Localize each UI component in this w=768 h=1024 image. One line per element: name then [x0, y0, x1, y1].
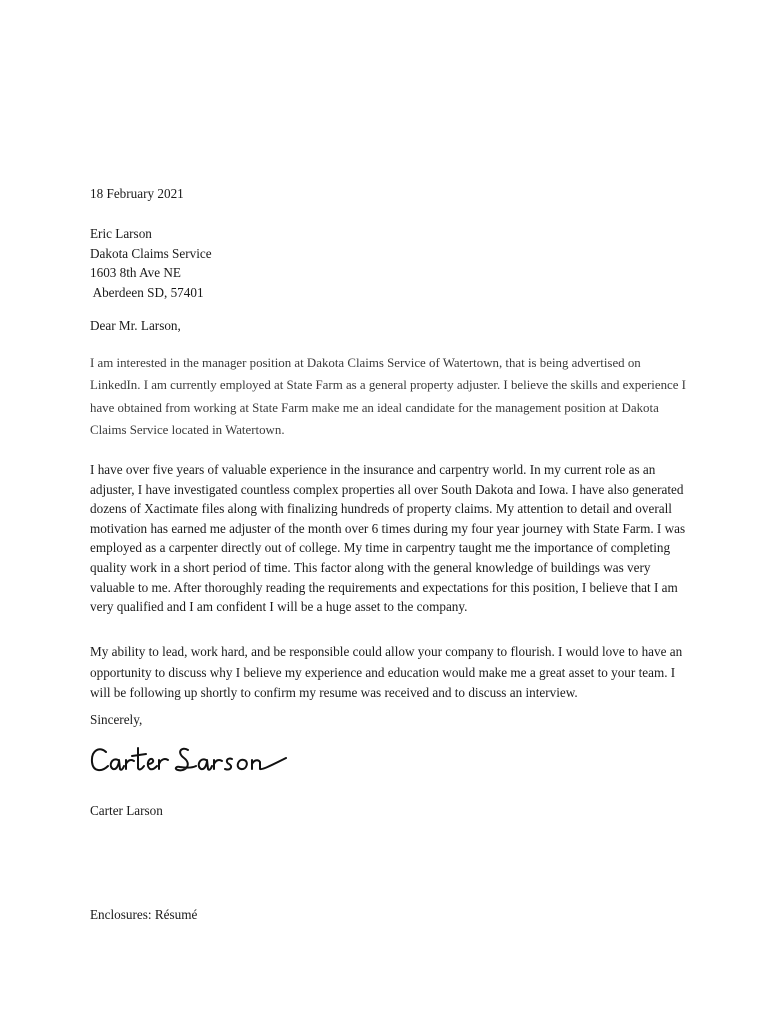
body-paragraph-2: I have over five years of valuable experience in the insurance and carpentry world. In my current role as an adjuster, I have investigated countless complex properties all over South Dakota and Iowa. I have also generated dozens of Xactimate files along with finalizing hundreds of property claims. My attention to detail and overall motivation has earned me adjuster of the month over 6 times during my four year journey with State Farm. I was employed as a carpenter directly out of college. My time in carpentry taught me the importance of completing quality work in a short period of time. This factor along with the general knowledge of buildings was very valuable to me. After thoroughly reading the requirements and expectations for this position, I believe that I am very qualified and I am confident I will be a huge asset to the company. [90, 462, 686, 615]
handwritten-signature [88, 736, 298, 784]
closing: Sincerely, [90, 712, 143, 727]
recipient-company: Dakota Claims Service [90, 245, 212, 261]
recipient-name: Eric Larson [90, 226, 152, 241]
signer-name: Carter Larson [90, 803, 163, 818]
salutation: Dear Mr. Larson, [90, 318, 181, 333]
recipient-address [90, 224, 690, 302]
recipient-city: Aberdeen SD, 57401 [90, 284, 204, 300]
enclosures-line: Enclosures: Résumé [90, 907, 198, 922]
body-paragraph-1: I am interested in the manager position at Dakota Claims Service of Watertown, that is being advertised on LinkedIn. I am currently employed at State Farm as a general property adjuster. I believe the skills and experience I have obtained from working at State Farm make me an ideal candidate for the management position at Dakota Claims Service located in Watertown. [90, 356, 686, 437]
body-paragraph-3: My ability to lead, work hard, and be responsible could allow your company to flourish. I would love to have an opportunity to discuss why I believe my experience and education would make me a great asset to your team. I will be following up shortly to confirm my resume was received and to discuss an interview. [90, 644, 683, 700]
recipient-street: 1603 8th Ave NE [90, 265, 181, 280]
letter-date: 18 February 2021 [90, 186, 184, 201]
